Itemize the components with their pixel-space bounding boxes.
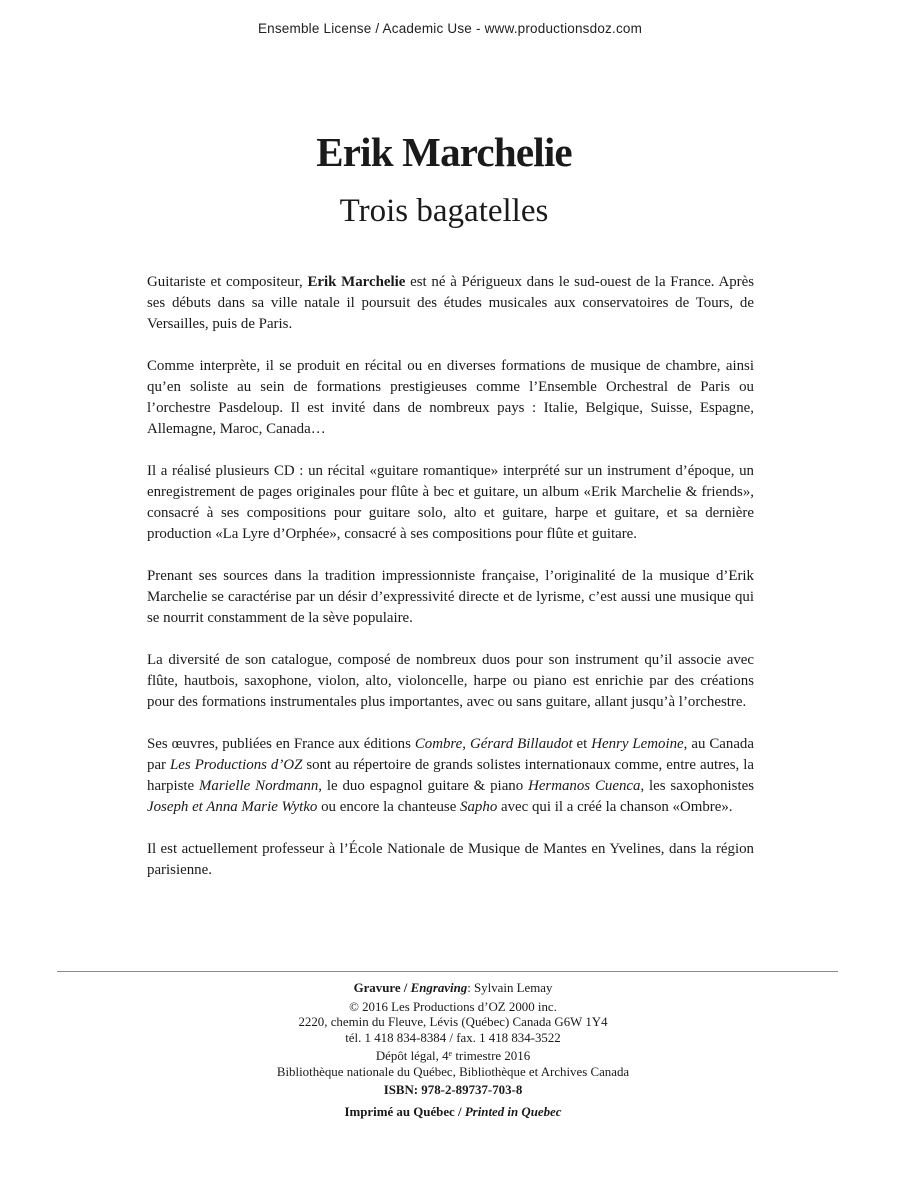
bio-paragraph-4: Prenant ses sources dans la tradition impressionniste française, l’originalité de la musique d’Erik Marchelie se caractérise par un désir d’expressivité directe et de lyrisme, c’est aussi une musique qui se nourrit constamment de la sève populaire. [147,568,754,626]
publisher-address: 2220, chemin du Fleuve, Lévis (Québec) Canada G6W 1Y4 [298,1015,608,1029]
bio-paragraph-7: Il est actuellement professeur à l’École Nationale de Musique de Mantes en Yvelines, dans la région parisienne. [147,841,754,878]
publisher-phone: tél. 1 418 834-8384 / fax. 1 418 834-3522 [345,1030,561,1045]
work-title: Trois bagatelles [339,193,549,229]
bio-paragraph-6: Ses œuvres, publiées en France aux éditions Combre, Gérard Billaudot et Henry Lemoine, au Canada par Les Productions d’OZ sont au répertoire de grands solistes internationaux comme, entre autres, la harpiste Marielle Nordmann, le duo espagnol guitare & piano Hermanos Cuenca, les saxophonistes Joseph et Anna Marie Wytko ou encore la chanteuse Sapho avec qui il a créé la chanson «Ombre». [147,736,754,815]
libraries-line: Bibliothèque nationale du Québec, Bibliothèque et Archives Canada [276,1064,630,1079]
colophon [0,981,900,1120]
printed-in: Imprimé au Québec / Printed in Quebec [344,1104,562,1119]
composer-name-inline: Erik Marchelie [307,274,406,290]
isbn: ISBN: 978-2-89737-703-8 [383,1083,523,1097]
license-notice: Ensemble License / Academic Use - www.productionsdoz.com [257,21,643,36]
engraving-credit: Gravure / Engraving: Sylvain Lemay [353,981,553,995]
legal-deposit: Dépôt légal, 4e trimestre 2016 [375,1049,531,1063]
copyright-line: © 2016 Les Productions d’OZ 2000 inc. [349,999,557,1014]
biography [147,272,754,881]
bio-paragraph-3: Il a réalisé plusieurs CD : un récital «guitare romantique» interprété sur un instrument d’époque, un enregistrement de pages originales pour flûte à bec et guitare, un album «Erik Marchelie & friends», consacré à ses compositions pour guitare solo, alto et guitare, harpe et guitare, et sa dernière production «La Lyre d’Orphée», consacré à ses compositions pour flûte et guitare. [147,463,754,542]
divider [57,971,838,972]
composer-name: Erik Marchelie [316,129,572,175]
bio-paragraph-5: La diversité de son catalogue, composé de nombreux duos pour son instrument qu’il associe avec flûte, hautbois, saxophone, violon, alto, violoncelle, harpe ou piano est enrichie par des créations pour des formations instrumentales plus importantes, avec ou sans guitare, allant jusqu’à l’orchestre. [147,652,754,710]
bio-paragraph-2: Comme interprète, il se produit en récital ou en diverses formations de musique de chambre, ainsi qu’en soliste au sein de formations prestigieuses comme l’Ensemble Orchestral de Paris ou l’orchestre Pasdeloup. Il est invité dans de nombreux pays : Italie, Belgique, Suisse, Espagne, Allemagne, Maroc, Canada… [147,358,754,437]
bio-paragraph-1: Guitariste et compositeur, Erik Marchelie est né à Périgueux dans le sud-ouest de la France. Après ses débuts dans sa ville natale il poursuit des études musicales aux conservatoires de Tours, de Versailles, puis de Paris. [147,274,755,332]
